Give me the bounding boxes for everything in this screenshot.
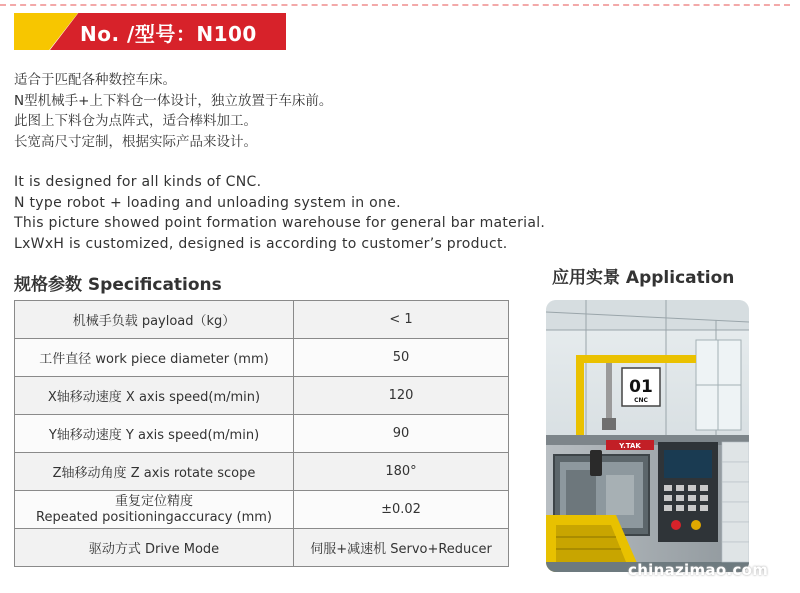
spec-value: 120 (294, 377, 509, 415)
cnc-sign-text: CNC (634, 397, 648, 404)
spec-value: ±0.02 (294, 491, 509, 529)
specifications-heading: 规格参数 Specifications (14, 275, 222, 295)
table-row (15, 301, 509, 339)
intro-cn-line: 适合于匹配各种数控车床。 (14, 72, 176, 88)
model-title: No. /型号：N100 (80, 22, 257, 46)
intro-cn-line: 长宽高尺寸定制，根据实际产品来设计。 (14, 133, 257, 150)
watermark-part1: chinazimao (628, 561, 727, 579)
table-row (15, 415, 509, 453)
table-row (15, 339, 509, 377)
table-row (15, 377, 509, 415)
spec-label: 机械手负载 payload（kg） (15, 301, 294, 339)
table-row (15, 491, 509, 529)
intro-en-line: LxWxH is customized, designed is according to customer’s product. (14, 235, 508, 252)
intro-cn-line: N型机械手+上下料仓一体设计，独立放置于车床前。 (14, 92, 333, 109)
spec-label-line: Repeated positioningaccuracy (mm) (36, 509, 272, 525)
spec-label: X轴移动速度 X axis speed(m/min) (15, 377, 294, 415)
intro-en-line: N type robot + loading and unloading system in one. (14, 194, 401, 211)
top-dashed-divider (0, 4, 790, 6)
cnc-sign-number: 01 (629, 377, 653, 397)
application-photo (546, 300, 749, 572)
application-heading: 应用实景 Application (552, 268, 735, 288)
spec-value: 90 (294, 415, 509, 453)
intro-cn-line: 此图上下料仓为点阵式，适合棒料加工。 (14, 113, 257, 129)
spec-label: 工件直径 work piece diameter (mm) (15, 339, 294, 377)
intro-en-line: This picture showed point formation warehouse for general bar material. (14, 215, 546, 231)
spec-label (15, 491, 294, 529)
model-banner (14, 13, 286, 50)
table-row (15, 529, 509, 567)
spec-label: 驱动方式 Drive Mode (15, 529, 294, 567)
spec-label-line: 重复定位精度 (114, 493, 193, 509)
spec-value: 180° (294, 453, 509, 491)
watermark-part2: .com (726, 561, 769, 579)
watermark (628, 561, 768, 579)
machine-brand-label: Y.TAK (619, 442, 641, 450)
spec-value: 50 (294, 339, 509, 377)
intro-en-line: It is designed for all kinds of CNC. (14, 174, 262, 190)
spec-label: Z轴移动角度 Z axis rotate scope (15, 453, 294, 491)
spec-label: Y轴移动速度 Y axis speed(m/min) (15, 415, 294, 453)
table-row (15, 453, 509, 491)
intro-text (14, 70, 545, 254)
spec-value: 伺服+减速机 Servo+Reducer (294, 529, 509, 567)
spec-value: < 1 (294, 301, 509, 339)
specifications-table (14, 300, 509, 567)
